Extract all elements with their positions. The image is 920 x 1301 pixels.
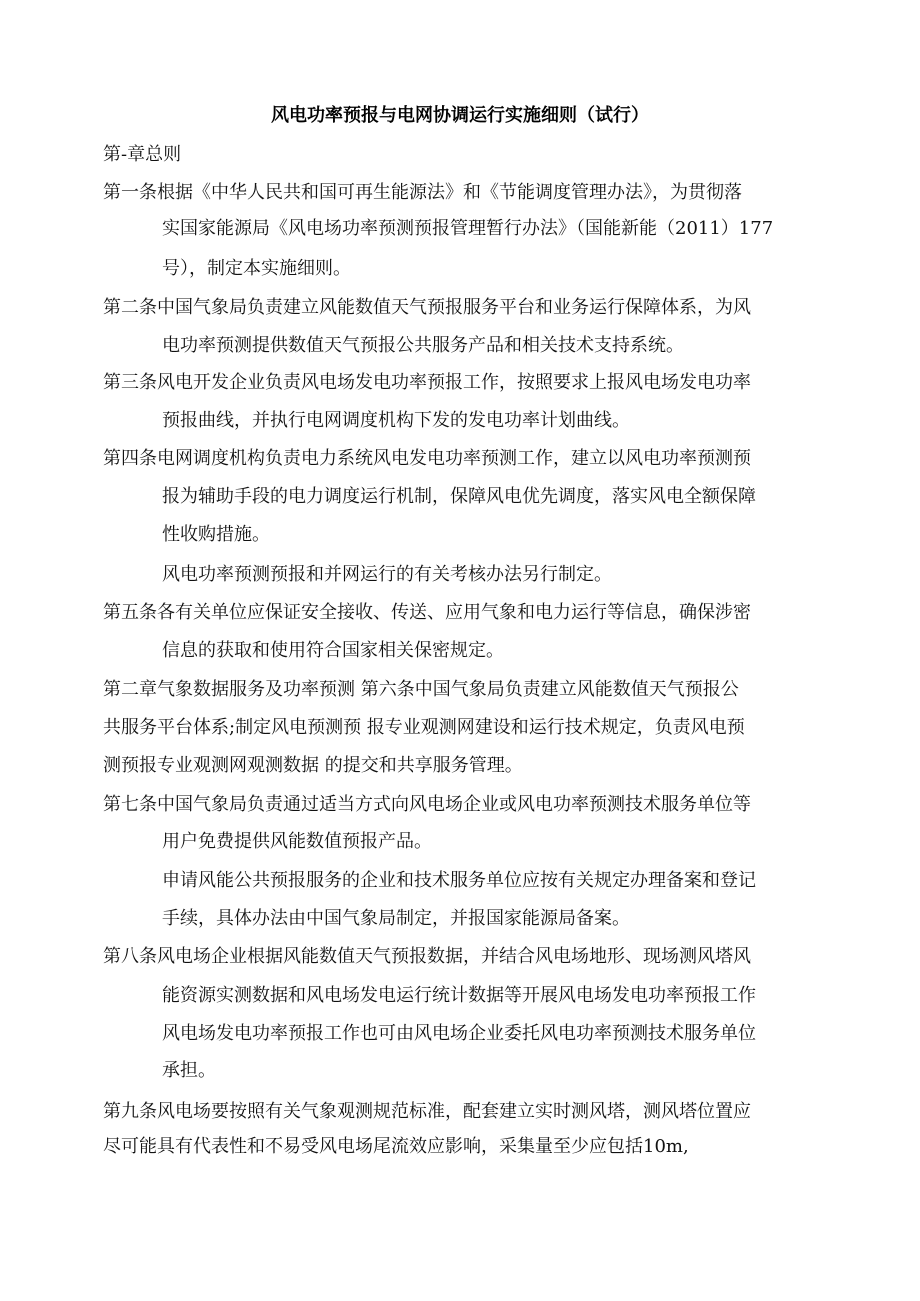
article-4-line-2: 报为辅助手段的电力调度运行机制，保障风电优先调度，落实风电全额保障 bbox=[162, 486, 756, 507]
article-1-line-3: 号），制定本实施细则。 bbox=[162, 258, 351, 279]
document-title: 风电功率预报与电网协调运行实施细则（试行） bbox=[271, 105, 649, 126]
article-8-line-4: 承担。 bbox=[162, 1060, 216, 1081]
article-4-paragraph-2: 风电功率预测预报和并网运行的有关考核办法另行制定。 bbox=[162, 564, 612, 585]
article-7-paragraph-2-line-2: 手续，具体办法由中国气象局制定，并报国家能源局备案。 bbox=[162, 908, 630, 929]
article-7-line-1: 第七条中国气象局负责通过适当方式向风电场企业或风电功率预测技术服务单位等 bbox=[103, 794, 751, 815]
article-2-line-1: 第二条中国气象局负责建立风能数值天气预报服务平台和业务运行保障体系，为风 bbox=[103, 297, 751, 318]
article-8-line-2: 能资源实测数据和风电场发电运行统计数据等开展风电场发电功率预报工作 bbox=[162, 985, 756, 1006]
article-9-line-2: 尽可能具有代表性和不易受风电场尾流效应影响，采集量至少应包括10m, bbox=[103, 1136, 689, 1157]
article-4-line-1: 第四条电网调度机构负责电力系统风电发电功率预测工作，建立以风电功率预测预 bbox=[103, 448, 751, 469]
chapter-1-heading: 第-章总则 bbox=[103, 144, 182, 165]
article-7-line-2: 用户免费提供风能数值预报产品。 bbox=[162, 831, 432, 852]
article-5-line-1: 第五条各有关单位应保证安全接收、传送、应用气象和电力运行等信息，确保涉密 bbox=[103, 602, 751, 623]
article-7-paragraph-2-line-1: 申请风能公共预报服务的企业和技术服务单位应按有关规定办理备案和登记 bbox=[162, 870, 756, 891]
article-1-line-2: 实国家能源局《风电场功率预测预报管理暂行办法》（国能新能（2011）177 bbox=[162, 218, 774, 239]
article-3-line-2: 预报曲线，并执行电网调度机构下发的发电功率计划曲线。 bbox=[162, 410, 630, 431]
article-6-line-3: 测预报专业观测网观测数据 的提交和共享服务管理。 bbox=[103, 755, 523, 776]
article-2-line-2: 电功率预测提供数值天气预报公共服务产品和相关技术支持系统。 bbox=[162, 335, 684, 356]
article-4-line-3: 性收购措施。 bbox=[162, 524, 270, 545]
article-8-line-1: 第八条风电场企业根据风能数值天气预报数据，并结合风电场地形、现场测风塔风 bbox=[103, 946, 751, 967]
chapter-2-article-6-line-1: 第二章气象数据服务及功率预测 第六条中国气象局负责建立风能数值天气预报公 bbox=[103, 679, 739, 700]
article-5-line-2: 信息的获取和使用符合国家相关保密规定。 bbox=[162, 640, 504, 661]
article-3-line-1: 第三条风电开发企业负责风电场发电功率预报工作，按照要求上报风电场发电功率 bbox=[103, 372, 751, 393]
article-9-line-1: 第九条风电场要按照有关气象观测规范标准，配套建立实时测风塔，测风塔位置应 bbox=[103, 1101, 751, 1122]
article-6-line-2: 共服务平台体系;制定风电预测预 报专业观测网建设和运行技术规定，负责风电预 bbox=[103, 717, 745, 738]
article-8-line-3: 风电场发电功率预报工作也可由风电场企业委托风电功率预测技术服务单位 bbox=[162, 1023, 756, 1044]
article-1-line-1: 第一条根据《中华人民共和国可再生能源法》和《节能调度管理办法》，为贯彻落 bbox=[103, 182, 742, 203]
